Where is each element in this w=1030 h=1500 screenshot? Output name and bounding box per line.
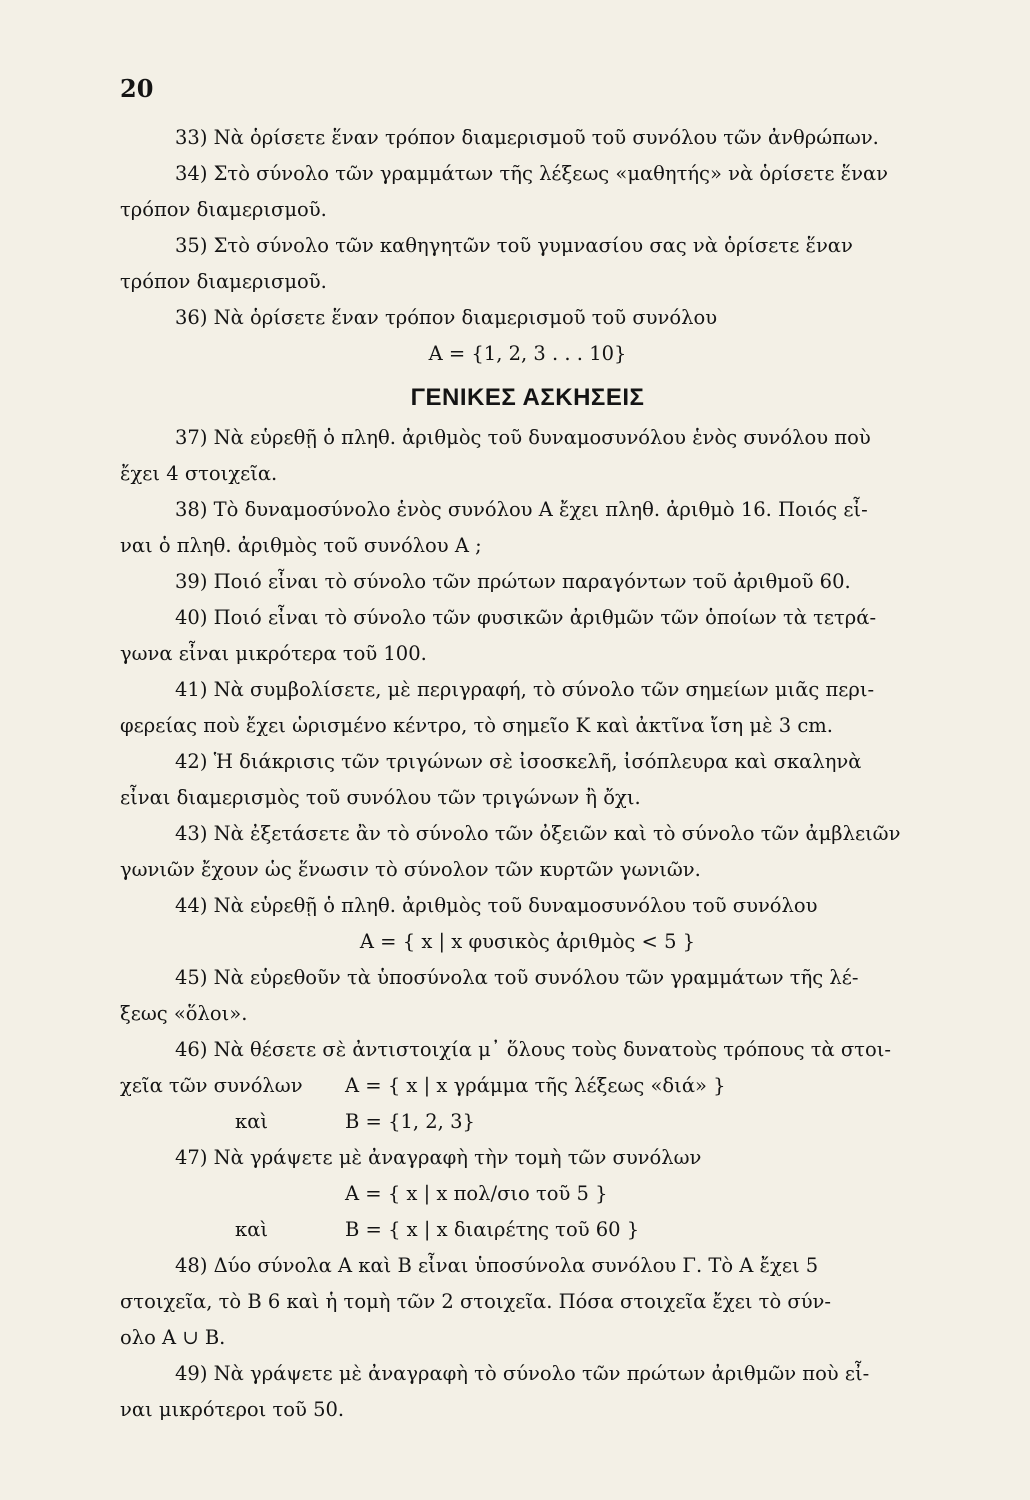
exercise-46-set-a-row bbox=[120, 1068, 935, 1104]
exercise-47-set-b: B = { x | x διαιρέτης τοῦ 60 } bbox=[345, 1218, 640, 1241]
exercise-41-line-2: φερείας ποὺ ἔχει ὡρισμένο κέντρο, τὸ σημεῖο K καὶ ἀκτῖνα ἴση μὲ 3 cm. bbox=[120, 714, 833, 737]
exercise-45-line-2: ξεως «ὅλοι». bbox=[120, 1002, 248, 1025]
exercise-44-set: A = { x | x φυσικὸς ἀριθμὸς < 5 } bbox=[359, 930, 696, 953]
exercise-49-line-2: ναι μικρότεροι τοῦ 50. bbox=[120, 1398, 345, 1421]
exercise-47-line-1: 47) Νὰ γράψετε μὲ ἀναγραφὴ τὴν τομὴ τῶν συνόλων bbox=[175, 1146, 702, 1169]
exercise-37-line-1: 37) Νὰ εὑρεθῇ ὁ πληθ. ἀριθμὸς τοῦ δυναμοσυνόλου ἑνὸς συνόλου ποὺ bbox=[175, 426, 871, 449]
exercise-48-line-1: 48) Δύο σύνολα A καὶ B εἶναι ὑποσύνολα συνόλου Γ. Τὸ A ἔχει 5 bbox=[175, 1254, 819, 1277]
exercise-42-line-1: 42) Ἡ διάκρισις τῶν τριγώνων σὲ ἰσοσκελῆ, ἰσόπλευρα καὶ σκαληνὰ bbox=[175, 750, 862, 773]
exercise-35-line-2: τρόπον διαμερισμοῦ. bbox=[120, 270, 327, 293]
exercise-34-line-1: 34) Στὸ σύνολο τῶν γραμμάτων τῆς λέξεως «μαθητής» νὰ ὁρίσετε ἕναν bbox=[175, 162, 889, 185]
exercise-43-line-2: γωνιῶν ἔχουν ὡς ἕνωσιν τὸ σύνολον τῶν κυρτῶν γωνιῶν. bbox=[120, 858, 701, 881]
exercise-47-set-a: A = { x | x πολ/σιο τοῦ 5 } bbox=[345, 1182, 608, 1205]
exercise-33: 33) Νὰ ὁρίσετε ἕναν τρόπον διαμερισμοῦ τοῦ συνόλου τῶν ἀνθρώπων. bbox=[175, 126, 879, 149]
exercise-46-set-b-row bbox=[120, 1104, 935, 1140]
exercise-47-and: καὶ bbox=[235, 1218, 269, 1241]
exercise-45-line-1: 45) Νὰ εὑρεθοῦν τὰ ὑποσύνολα τοῦ συνόλου τῶν γραμμάτων τῆς λέ- bbox=[175, 966, 859, 989]
exercise-46-prefix: χεῖα τῶν συνόλων bbox=[120, 1074, 303, 1097]
exercise-40-line-2: γωνα εἶναι μικρότερα τοῦ 100. bbox=[120, 642, 427, 665]
exercise-41-line-1: 41) Νὰ συμβολίσετε, μὲ περιγραφή, τὸ σύνολο τῶν σημείων μιᾶς περι- bbox=[175, 678, 875, 701]
exercise-49-line-1: 49) Νὰ γράψετε μὲ ἀναγραφὴ τὸ σύνολο τῶν πρώτων ἀριθμῶν ποὺ εἶ- bbox=[175, 1362, 870, 1385]
exercise-37-line-2: ἔχει 4 στοιχεῖα. bbox=[120, 462, 278, 485]
exercise-39: 39) Ποιό εἶναι τὸ σύνολο τῶν πρώτων παραγόντων τοῦ ἀριθμοῦ 60. bbox=[175, 570, 851, 593]
exercise-46-set-b: B = {1, 2, 3} bbox=[345, 1110, 475, 1133]
exercise-43-line-1: 43) Νὰ ἐξετάσετε ἂν τὸ σύνολο τῶν ὀξειῶν καὶ τὸ σύνολο τῶν ἀμβλειῶν bbox=[175, 822, 901, 845]
exercise-34-line-2: τρόπον διαμερισμοῦ. bbox=[120, 198, 327, 221]
exercise-38-line-1: 38) Τὸ δυναμοσύνολο ἑνὸς συνόλου A ἔχει πληθ. ἀριθμὸ 16. Ποιός εἶ- bbox=[175, 498, 868, 521]
page-number: 20 bbox=[120, 74, 154, 103]
exercise-47-set-b-row bbox=[120, 1212, 935, 1248]
exercise-46-and: καὶ bbox=[235, 1110, 269, 1133]
section-heading: ΓΕΝΙΚΕΣ ΑΣΚΗΣΕΙΣ bbox=[410, 384, 645, 411]
exercise-35-line-1: 35) Στὸ σύνολο τῶν καθηγητῶν τοῦ γυμνασίου σας νὰ ὁρίσετε ἕναν bbox=[175, 234, 853, 257]
exercise-46-line-1: 46) Νὰ θέσετε σὲ ἀντιστοιχία μ᾽ ὅλους τοὺς δυνατοὺς τρόπους τὰ στοι- bbox=[175, 1038, 891, 1061]
page-content bbox=[120, 120, 935, 1428]
exercise-48-line-3: ολο A ∪ B. bbox=[120, 1326, 226, 1349]
exercise-46-set-a: A = { x | x γράμμα τῆς λέξεως «διά» } bbox=[345, 1074, 726, 1097]
exercise-36-line-1: 36) Νὰ ὁρίσετε ἕναν τρόπον διαμερισμοῦ τοῦ συνόλου bbox=[175, 306, 718, 329]
exercise-36-set: A = {1, 2, 3 . . . 10} bbox=[428, 342, 627, 365]
exercise-42-line-2: εἶναι διαμερισμὸς τοῦ συνόλου τῶν τριγώνων ἢ ὄχι. bbox=[120, 786, 641, 809]
exercise-48-line-2: στοιχεῖα, τὸ B 6 καὶ ἡ τομὴ τῶν 2 στοιχεῖα. Πόσα στοιχεῖα ἔχει τὸ σύν- bbox=[120, 1290, 831, 1313]
exercise-40-line-1: 40) Ποιό εἶναι τὸ σύνολο τῶν φυσικῶν ἀριθμῶν τῶν ὁποίων τὰ τετρά- bbox=[175, 606, 877, 629]
exercise-38-line-2: ναι ὁ πληθ. ἀριθμὸς τοῦ συνόλου A ; bbox=[120, 534, 482, 557]
exercise-44-line-1: 44) Νὰ εὑρεθῇ ὁ πληθ. ἀριθμὸς τοῦ δυναμοσυνόλου τοῦ συνόλου bbox=[175, 894, 818, 917]
